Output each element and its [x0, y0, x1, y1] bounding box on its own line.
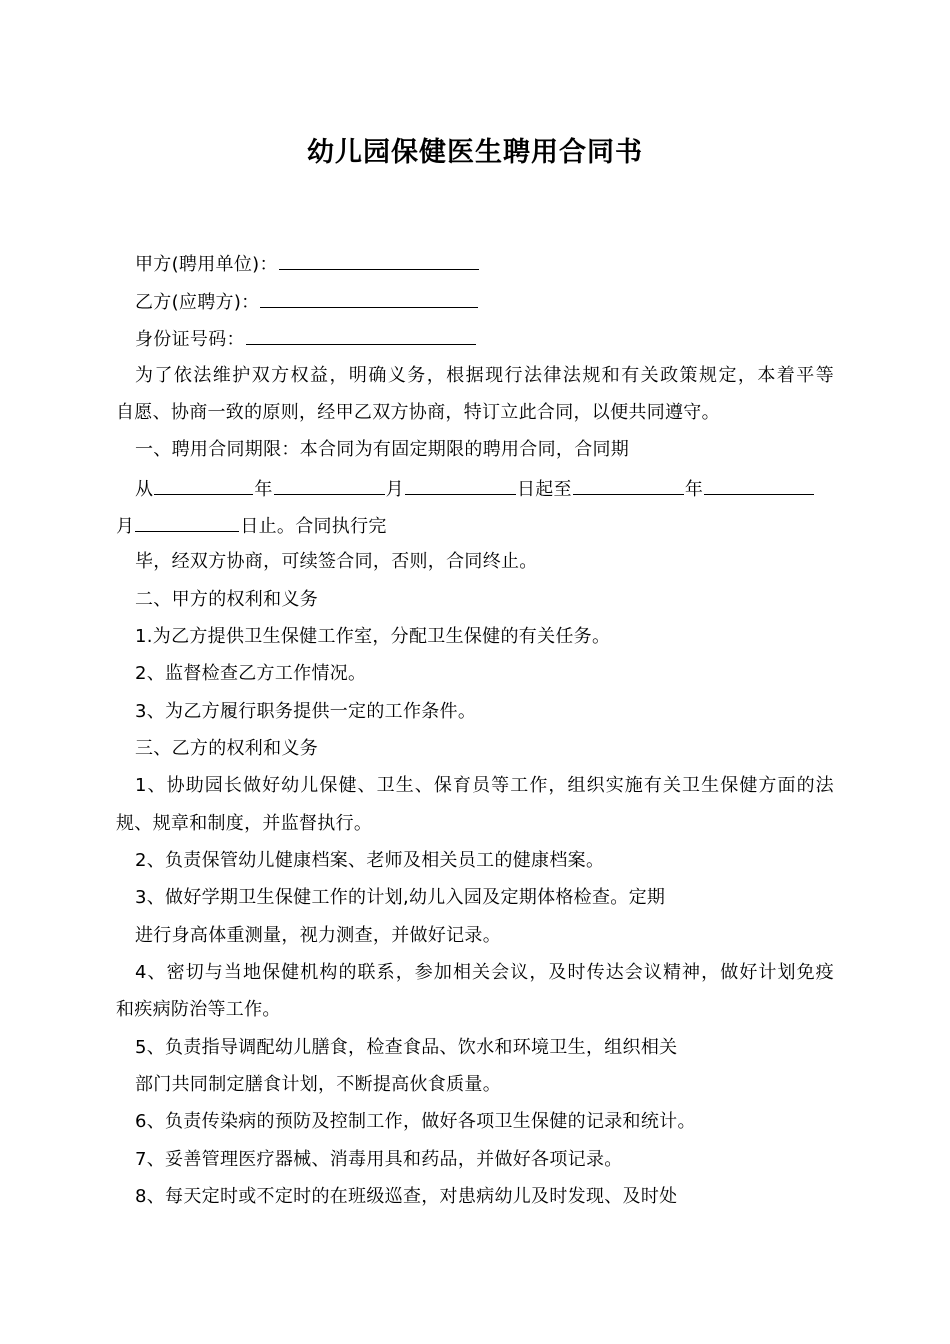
- start-day-blank[interactable]: [405, 475, 516, 495]
- section-3-item-6: 6、负责传染病的预防及控制工作，做好各项卫生保健的记录和统计。: [135, 1111, 696, 1132]
- intro-paragraph-line-1: 为了依法维护双方权益，明确义务，根据现行法律法规和有关政策规定，本着平等: [135, 365, 834, 386]
- term-dates-line: [135, 475, 815, 503]
- term-renewal-line: 毕，经双方协商，可续签合同，否则，合同终止。: [135, 551, 538, 572]
- term-end-line: [116, 512, 387, 540]
- section-3-item-7: 7、妥善管理医疗器械、消毒用具和药品，并做好各项记录。: [135, 1149, 623, 1170]
- id-number-line: [135, 325, 477, 353]
- term-month-label: 月: [385, 479, 404, 500]
- end-month-blank-part-1[interactable]: [704, 475, 814, 495]
- section-2-item-2: 2、监督检查乙方工作情况。: [135, 663, 367, 684]
- start-month-blank[interactable]: [274, 475, 385, 495]
- section-3-item-8: 8、每天定时或不定时的在班级巡查，对患病幼儿及时发现、及时处: [135, 1186, 678, 1207]
- section-3-item-4-line-2: 和疾病防治等工作。: [116, 999, 281, 1020]
- party-b-line: [135, 288, 479, 316]
- party-b-blank[interactable]: [260, 288, 478, 308]
- end-year-blank[interactable]: [573, 475, 684, 495]
- intro-paragraph-line-2: 自愿、协商一致的原则，经甲乙双方协商，特订立此合同，以便共同遵守。: [116, 402, 720, 423]
- id-number-label: 身份证号码：: [135, 329, 245, 350]
- party-a-blank[interactable]: [279, 250, 479, 270]
- end-day-blank[interactable]: [135, 512, 239, 532]
- section-3-item-1-line-1: 1、协助园长做好幼儿保健、卫生、保育员等工作，组织实施有关卫生保健方面的法: [135, 775, 834, 796]
- section-2-heading: 二、甲方的权利和义务: [135, 589, 318, 610]
- term-end-label: 日止。合同执行完: [240, 516, 387, 537]
- section-3-item-5-line-1: 5、负责指导调配幼儿膳食，检查食品、饮水和环境卫生，组织相关: [135, 1037, 678, 1058]
- term-month2-label: 月: [116, 516, 135, 537]
- document-title: 幼儿园保健医生聘用合同书: [307, 137, 643, 168]
- term-year-label: 年: [254, 479, 273, 500]
- section-2-item-3: 3、为乙方履行职务提供一定的工作条件。: [135, 701, 477, 722]
- section-3-item-4-line-1: 4、密切与当地保健机构的联系，参加相关会议，及时传达会议精神，做好计划免疫: [135, 962, 834, 983]
- section-1-heading: 一、聘用合同期限：本合同为有固定期限的聘用合同，合同期: [135, 439, 630, 460]
- party-b-label: 乙方(应聘方)：: [135, 292, 260, 313]
- section-3-heading: 三、乙方的权利和义务: [135, 738, 318, 759]
- term-day-to-label: 日起至: [516, 479, 572, 500]
- party-a-line: [135, 250, 480, 278]
- section-3-item-3-line-1: 3、做好学期卫生保健工作的计划,幼儿入园及定期体格检查。定期: [135, 887, 666, 908]
- term-year2-label: 年: [684, 479, 704, 500]
- party-a-label: 甲方(聘用单位)：: [135, 254, 278, 275]
- start-year-blank[interactable]: [154, 475, 253, 495]
- id-number-blank[interactable]: [246, 325, 476, 345]
- section-3-item-1-line-2: 规、规章和制度，并监督执行。: [116, 813, 373, 834]
- section-3-item-2: 2、负责保管幼儿健康档案、老师及相关员工的健康档案。: [135, 850, 605, 871]
- section-3-item-3-line-2: 进行身高体重测量，视力测查，并做好记录。: [135, 925, 501, 946]
- section-3-item-5-line-2: 部门共同制定膳食计划，不断提高伙食质量。: [135, 1074, 501, 1095]
- section-2-item-1: 1.为乙方提供卫生保健工作室，分配卫生保健的有关任务。: [135, 626, 611, 647]
- term-from-label: 从: [135, 479, 154, 500]
